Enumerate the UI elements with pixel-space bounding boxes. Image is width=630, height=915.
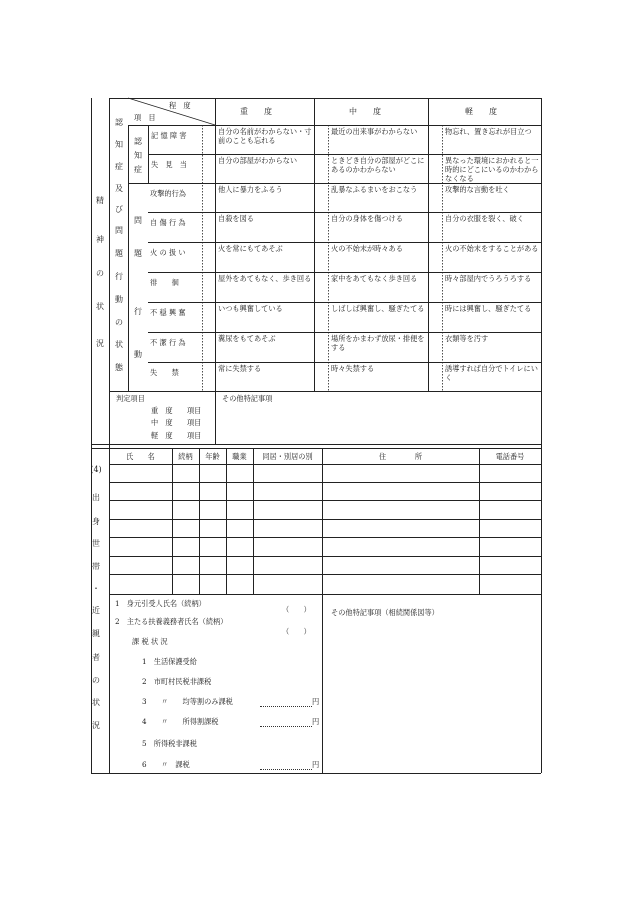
table2-header: 氏 名 [126, 452, 155, 461]
table1-cell-item: 攻撃的行為 [150, 189, 186, 198]
yen-amount-line [260, 706, 312, 707]
side-char: 身 [92, 517, 100, 526]
guarantor-paren: （ ） [282, 605, 311, 614]
side-char: の [115, 318, 123, 327]
side-char: 近 [92, 606, 100, 615]
side-char: 状 [92, 698, 100, 707]
table1-cell-severe: 屋外をあてもなく、歩き回る [218, 274, 312, 283]
table1-cell-severe: 常に失禁する [218, 364, 262, 373]
judgment-mild: 軽 度 項目 [151, 431, 202, 440]
table1-cell-item: 記 憶 障 害 [151, 131, 187, 140]
guarantor-line: 1 身元引受人氏名（続柄） [115, 599, 206, 608]
table1-cell-mild: 自分の衣服を裂く、破く [445, 214, 524, 223]
table1-cell-mild: 物忘れ、置き忘れが目立つ [445, 127, 532, 136]
table1-cell-severe: いつも興奮している [218, 304, 283, 313]
side-char: 親 [92, 629, 100, 638]
tax-item: 1 生活保護受給 [142, 657, 197, 666]
table1-cell-moderate: 場所をかまわず放尿・排便をする [331, 334, 425, 352]
side-char: 神 [96, 235, 104, 244]
judgment-notes: その他特記事項 [222, 394, 273, 403]
table2-header: 年齢 [205, 452, 220, 461]
tax-item: 3 〃 均等割のみ課税 [142, 697, 233, 706]
table1-cell-severe: 自分の部屋がわからない [218, 156, 298, 165]
table1-cell-item: 自 傷 行 為 [150, 218, 186, 227]
side-char: 況 [96, 339, 104, 348]
side-char: 動 [134, 350, 142, 359]
table1-cell-mild: 時々部屋内でうろうろする [445, 274, 532, 283]
table1-cell-moderate: 最近の出来事がわからない [331, 127, 418, 136]
family-notes: その他特記事項（相続関係図等） [331, 608, 439, 617]
tax-item: 4 〃 所得割課税 [142, 717, 219, 726]
side-char: 症 [134, 165, 142, 174]
side-char: 者 [92, 653, 100, 662]
side-char: 題 [115, 249, 123, 258]
side-char: 症 [115, 162, 123, 171]
yen-label: 円 [312, 697, 320, 706]
header-mild: 軽 度 [465, 107, 497, 116]
header-moderate: 中 度 [349, 107, 381, 116]
table1-cell-moderate: 時々失禁する [331, 364, 375, 373]
side-char: 動 [115, 295, 123, 304]
judgment-severe: 重 度 項目 [151, 406, 202, 415]
header-teido: 程 度 [169, 101, 191, 110]
table1-cell-item: 不 潔 行 為 [150, 338, 186, 347]
supporter-paren: （ ） [282, 627, 311, 636]
table1-cell-mild: 誘導すれば自分でトイレにいく [445, 364, 538, 382]
table1-cell-item: 失 禁 [150, 368, 179, 377]
side-char: 認 [115, 118, 123, 127]
header-koumoku: 項 目 [134, 113, 156, 122]
side-char: 題 [134, 249, 142, 258]
side-char: (4) [90, 465, 102, 474]
table1-cell-moderate: ときどき自分の部屋がどこにあるのかわからない [331, 156, 425, 174]
table1-cell-moderate: 自分の身体を傷つける [331, 214, 403, 223]
side-char: 態 [115, 363, 123, 372]
table2-header: 同居・別居の別 [262, 452, 313, 461]
side-char: 世 [92, 539, 100, 548]
tax-item: 2 市町村民税非課税 [142, 677, 212, 686]
side-char: 知 [134, 151, 142, 160]
side-char: 問 [115, 226, 123, 235]
table1-cell-mild: 攻撃的な言動を吐く [445, 185, 510, 194]
yen-label: 円 [312, 717, 320, 726]
table1-cell-severe: 他人に暴力をふるう [218, 185, 283, 194]
tax-item: 5 所得税非課税 [142, 739, 197, 748]
side-char: び [115, 205, 123, 214]
table1-cell-severe: 糞尿をもてあそぶ [218, 334, 276, 343]
yen-amount-line [260, 726, 312, 727]
side-char: 精 [96, 196, 104, 205]
judgment-moderate: 中 度 項目 [151, 418, 202, 427]
table1-cell-mild: 時には興奮し、騒ぎたてる [445, 304, 532, 313]
table2-header: 住 所 [378, 452, 423, 461]
side-char: 出 [92, 493, 100, 502]
judgment-title: 判定項目 [116, 394, 145, 403]
side-char: 況 [92, 721, 100, 730]
side-char: 知 [115, 140, 123, 149]
yen-label: 円 [312, 760, 320, 769]
tax-item: 6 〃 課税 [142, 760, 190, 769]
table1-cell-mild: 衣類等を汚す [445, 334, 489, 343]
table2-header: 職業 [232, 452, 247, 461]
side-char: 認 [134, 137, 142, 146]
side-char: 及 [115, 184, 123, 193]
table1-cell-item: 徘 徊 [150, 278, 179, 287]
supporter-line: 2 主たる扶養義務者氏名（続柄） [115, 617, 228, 626]
table1-cell-moderate: 家中をあてもなく歩き回る [331, 274, 418, 283]
table1-cell-severe: 自分の名前がわからない・寸前のことも忘れる [218, 127, 312, 145]
table1-cell-moderate: 乱暴なふるまいをおこなう [331, 185, 418, 194]
side-char: 問 [134, 216, 142, 225]
side-char: 状 [115, 340, 123, 349]
table1-cell-severe: 火を常にもてあそぶ [218, 244, 283, 253]
table1-cell-item: 失 見 当 [151, 160, 187, 169]
header-severe: 重 度 [240, 107, 272, 116]
table1-cell-severe: 自殺を図る [218, 214, 254, 223]
side-char: 帯 [92, 562, 100, 571]
table1-cell-mild: 異なった環境におかれると一時的にどこにいるのかわからなくなる [445, 156, 539, 183]
side-char: ・ [92, 584, 100, 593]
tax-status-title: 課 税 状 況 [132, 637, 168, 646]
side-char: の [96, 269, 104, 278]
table1-cell-item: 火 の 扱 い [150, 248, 186, 257]
table2-header: 電話番号 [495, 452, 525, 461]
side-char: 行 [115, 272, 123, 281]
side-char: 状 [96, 302, 104, 311]
yen-amount-line [260, 769, 312, 770]
side-char: 行 [134, 307, 142, 316]
table1-cell-moderate: しばしば興奮し、騒ぎたてる [331, 304, 425, 313]
table1-cell-moderate: 火の不始末が時々ある [331, 244, 403, 253]
side-char: の [92, 676, 100, 685]
table2-header: 続柄 [178, 452, 193, 461]
table1-cell-item: 不 穏 興 奮 [150, 308, 186, 317]
table1-cell-mild: 火の不始末をすることがある [445, 244, 539, 253]
